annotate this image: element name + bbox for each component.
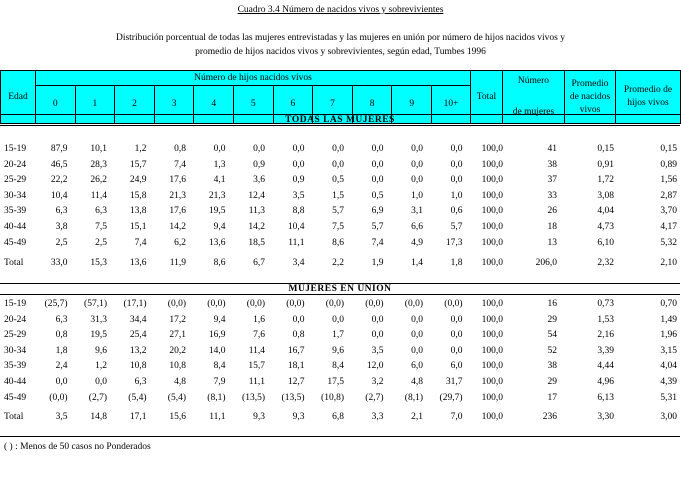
table-cell: 6,3 [95,206,107,217]
table-row [0,143,681,155]
table-cell: 1,8 [450,258,463,268]
table-cell: 100,0 [481,377,503,387]
table-cell: 31,3 [90,314,107,325]
table-cell: 7,5 [332,222,344,232]
table-cell: 46,5 [50,159,68,170]
header-edad: Edad [0,70,36,124]
table-cell: 0,70 [660,299,677,309]
table-cell: 34,4 [129,314,147,325]
table-cell: 0,0 [450,345,463,356]
table-cell: 206,0 [535,258,557,268]
table-cell: 0,0 [95,377,107,387]
table-cell: 4,04 [660,361,677,372]
table-cell: 100,0 [481,330,503,341]
table-row [0,376,681,388]
table-cell: 17 [547,392,557,403]
table-cell: 3,70 [660,206,677,217]
table-cell: 0,89 [660,159,677,170]
table-cell: 1,96 [660,330,677,341]
table-cell: 2,2 [332,258,344,268]
table-cell: (0,0) [404,299,423,309]
table-cell: 0,0 [371,144,384,154]
row-label: 25-29 [4,330,27,341]
table-cell: 16,7 [287,345,305,356]
table-cell: 0,0 [411,330,423,341]
table-cell: 0,15 [660,144,677,154]
table-cell: 11,9 [169,258,186,268]
table-cell: 1,9 [371,258,384,268]
table-cell: 1,4 [411,258,423,268]
table-cell: 0,91 [597,159,614,170]
row-label: 45-49 [4,392,27,403]
table-cell: 17,6 [169,175,186,186]
column-header: 4 [193,85,234,124]
table-cell: 100,0 [481,222,503,232]
table-cell: 100,0 [481,258,503,268]
table-cell: 8,4 [213,361,226,372]
table-cell: 1,2 [95,361,107,372]
table-cell: 5,7 [332,206,344,217]
table-row [0,190,681,202]
table-cell: 10,8 [169,361,186,372]
table-cell: 11,4 [90,190,107,201]
table-cell: 100,0 [481,159,503,170]
table-cell: (5,4) [128,392,147,403]
table-cell: 87,9 [50,144,68,154]
table-cell: 100,0 [481,314,503,325]
table-row [0,221,681,233]
table-cell: (57,1) [84,299,107,309]
table-cell: 100,0 [481,190,503,201]
table-cell: (13,5) [281,392,305,403]
row-label: Total [4,412,24,422]
table-cell: 27,1 [169,330,186,341]
table-cell: 0,0 [292,159,305,170]
table-cell: (0,0) [444,299,463,309]
table-row [0,298,681,310]
header-promedio-hijos: Promedio de hijos vivos [615,70,681,124]
table-cell: 3,6 [253,175,265,186]
bottom-rule [0,436,680,437]
table-cell: 4,1 [213,175,226,186]
table-cell: 0,0 [411,345,423,356]
table-cell: 0,0 [371,175,384,186]
table-cell: 0,0 [332,159,344,170]
table-cell: (0,0) [365,299,384,309]
table-cell: 13,2 [129,345,147,356]
table-cell: 100,0 [481,412,503,422]
table-cell: 54 [547,330,557,341]
table-cell: 3,5 [371,345,384,356]
table-cell: 13,6 [208,237,226,248]
table-title: Cuadro 3.4 Número de nacidos vivos y sobrevivientes [237,5,444,15]
table-cell: 0,0 [292,144,305,154]
table-subtitle: Distribución porcentual de todas las mujeres entrevistadas y las mujeres en unión por número de hijos nacidos vivos y promedio de hijos nacidos vivos y sobrevivientes, según edad, Tumbes 1996 [115,33,566,57]
table-cell: 4,17 [660,222,677,232]
table-cell: 15,8 [129,190,147,201]
table-cell: 14,8 [90,412,107,422]
row-label: 30-34 [4,345,27,356]
table-cell: 9,4 [213,314,226,325]
table-cell: (0,0) [286,299,305,309]
table-cell: 4,73 [597,222,614,232]
section-header: TODAS LAS MUJERES [0,114,680,126]
row-label: 40-44 [4,377,27,387]
table-cell: 0,0 [411,159,423,170]
table-cell: 6,0 [411,361,423,372]
table-cell: 29 [547,314,557,325]
table-cell: 6,7 [253,258,265,268]
column-header: 6 [273,85,314,124]
table-cell: 1,3 [213,159,226,170]
table-cell: 5,7 [450,222,463,232]
table-cell: 2,10 [660,258,677,268]
table-cell: 15,1 [129,222,147,232]
table-cell: 12,0 [366,361,384,372]
table-cell: (10,8) [321,392,344,403]
table-cell: 1,53 [597,314,614,325]
section-header: MUJERES EN UNION [0,283,680,295]
table-cell: 18 [547,222,557,232]
table-cell: 6,6 [411,222,423,232]
table-cell: (0,0) [325,299,344,309]
row-label: 20-24 [4,159,27,170]
table-cell: 7,4 [371,237,384,248]
table-cell: (17,1) [123,299,147,309]
table-cell: 9,6 [332,345,344,356]
table-cell: 0,0 [332,144,344,154]
table-cell: 1,0 [450,190,463,201]
table-cell: 12,7 [287,377,305,387]
table-cell: 38 [547,159,557,170]
table-cell: 0,5 [371,190,384,201]
header-total: Total [470,70,503,124]
table-cell: (0,0) [246,299,265,309]
table-cell: 100,0 [481,206,503,217]
table-cell: 7,6 [253,330,265,341]
table-cell: 15,7 [248,361,265,372]
table-cell: 2,32 [597,258,614,268]
table-cell: 7,4 [134,237,147,248]
table-cell: 6,8 [332,412,344,422]
table-cell: 7,0 [450,412,463,422]
table-cell: 6,0 [450,361,463,372]
table-cell: 100,0 [481,237,503,248]
table-cell: 2,5 [55,237,68,248]
table-cell: 1,0 [411,190,423,201]
table-cell: 9,4 [213,222,226,232]
table-cell: 12,4 [248,190,265,201]
table-cell: 4,8 [411,377,423,387]
table-cell: 19,5 [208,206,226,217]
table-cell: 0,0 [332,314,344,325]
row-label: 30-34 [4,190,27,201]
table-cell: 10,4 [287,222,305,232]
table-cell: 3,8 [55,222,68,232]
table-cell: 22,2 [50,175,68,186]
table-cell: 16,9 [208,330,226,341]
table-cell: 26,2 [90,175,107,186]
table-cell: 3,08 [597,190,614,201]
table-cell: 0,5 [332,175,344,186]
table-cell: 0,8 [292,330,305,341]
table-cell: 9,3 [253,412,265,422]
table-cell: (25,7) [44,299,68,309]
table-cell: 11,1 [248,377,265,387]
table-cell: 100,0 [481,392,503,403]
table-cell: 2,16 [597,330,614,341]
table-cell: (0,0) [167,299,186,309]
table-cell: (29,7) [439,392,463,403]
column-header: 2 [114,85,155,124]
table-cell: 14,0 [208,345,226,356]
table-cell: 0,0 [450,144,463,154]
header-numero-mujeres: Número de mujeres [502,70,565,124]
table-row [0,205,681,217]
table-cell: 41 [547,144,557,154]
table-cell: 2,4 [55,361,68,372]
table-cell: 3,4 [292,258,305,268]
table-cell: 6,3 [55,314,68,325]
table-cell: 236 [542,412,557,422]
table-cell: 13,6 [129,258,147,268]
table-cell: (8,1) [207,392,226,403]
table-cell: 28,3 [90,159,107,170]
table-cell: 9,6 [95,345,107,356]
total-row [0,257,681,269]
column-header: 0 [35,85,76,124]
column-header: 3 [154,85,195,124]
table-cell: 100,0 [481,144,503,154]
table-cell: 4,96 [597,377,614,387]
row-label: 45-49 [4,237,27,248]
table-cell: 19,5 [90,330,107,341]
row-label: Total [4,258,24,268]
table-cell: 1,72 [597,175,614,186]
table-cell: 0,9 [253,159,265,170]
table-cell: 0,0 [450,330,463,341]
table-cell: 25,4 [129,330,147,341]
table-cell: 0,9 [292,175,305,186]
table-cell: 4,04 [597,206,614,217]
table-cell: 10,4 [50,190,68,201]
table-cell: 7,9 [213,377,226,387]
table-cell: 15,3 [90,258,107,268]
table-cell: 3,00 [660,412,677,422]
header-promedio-nacidos: Promedio de nacidos vivos [564,70,616,124]
table-cell: 3,1 [411,206,423,217]
table-cell: 3,5 [292,190,305,201]
table-cell: 5,7 [371,222,384,232]
table-cell: 0,73 [597,299,614,309]
table-cell: 15,7 [129,159,147,170]
table-cell: (2,7) [365,392,384,403]
table-cell: 0,0 [450,159,463,170]
table-cell: 20,2 [169,345,186,356]
table-cell: 8,6 [332,237,344,248]
table-cell: 6,9 [371,206,384,217]
table-cell: 0,0 [411,314,423,325]
table-cell: 52 [547,345,557,356]
table-cell: 7,5 [95,222,107,232]
table-cell: 8,8 [292,206,305,217]
table-cell: 24,9 [129,175,147,186]
table-cell: 11,3 [248,206,265,217]
total-row [0,411,681,423]
table-cell: 1,7 [332,330,344,341]
table-row [0,360,681,372]
table-cell: 100,0 [481,299,503,309]
table-cell: 6,3 [134,377,147,387]
table-row [0,345,681,357]
row-label: 35-39 [4,206,27,217]
table-cell: 0,0 [411,175,423,186]
table-cell: 5,32 [660,237,677,248]
table-cell: 11,1 [209,412,226,422]
table-cell: 1,5 [332,190,344,201]
table-cell: 3,3 [371,412,384,422]
table-cell: 9,3 [292,412,305,422]
table-cell: 17,5 [327,377,344,387]
table-cell: 11,4 [248,345,265,356]
table-cell: 0,0 [213,144,226,154]
table-cell: 1,49 [660,314,677,325]
table-cell: 37 [547,175,557,186]
column-header: 9 [391,85,432,124]
table-cell: 3,39 [597,345,614,356]
table-cell: 100,0 [481,175,503,186]
table-cell: 0,15 [597,144,614,154]
table-cell: 31,7 [445,377,463,387]
table-cell: 13,8 [129,206,147,217]
table-cell: 6,13 [597,392,614,403]
table-cell: 17,3 [445,237,463,248]
table-cell: 17,2 [169,314,186,325]
table-cell: 17,1 [129,412,147,422]
table-cell: 38 [547,361,557,372]
table-cell: 16 [547,299,557,309]
table-cell: 10,8 [129,361,147,372]
table-cell: 2,87 [660,190,677,201]
table-cell: 0,8 [55,330,68,341]
table-cell: 5,31 [660,392,677,403]
table-cell: 3,15 [660,345,677,356]
table-cell: 2,1 [411,412,423,422]
row-label: 25-29 [4,175,27,186]
table-cell: 1,6 [253,314,265,325]
table-cell: 7,4 [174,159,186,170]
table-cell: 1,2 [134,144,147,154]
table-cell: 6,10 [597,237,614,248]
table-cell: 21,3 [208,190,226,201]
table-cell: 0,0 [450,175,463,186]
table-cell: 14,2 [169,222,186,232]
table-cell: (0,0) [49,392,68,403]
table-row [0,392,681,404]
table-cell: (13,5) [242,392,265,403]
column-header: 1 [75,85,116,124]
table-cell: 14,2 [248,222,265,232]
table-cell: 0,0 [253,144,265,154]
table-cell: 0,6 [450,206,463,217]
table-cell: 0,0 [371,159,384,170]
table-cell: (8,1) [404,392,423,403]
table-cell: 26 [547,206,557,217]
row-label: 15-19 [4,299,27,309]
table-cell: 8,4 [332,361,344,372]
table-cell: 100,0 [481,361,503,372]
row-label: 15-19 [4,144,27,154]
table-cell: 29 [547,377,557,387]
table-cell: 1,8 [55,345,68,356]
table-cell: 0,0 [371,330,384,341]
table-cell: 0,0 [371,314,384,325]
table-cell: 4,44 [597,361,614,372]
table-row [0,329,681,341]
table-cell: 3,2 [371,377,384,387]
table-cell: 100,0 [481,345,503,356]
table-cell: 17,6 [169,206,186,217]
table-cell: 0,0 [292,314,305,325]
table-cell: 13 [547,237,557,248]
table-cell: 0,8 [174,144,186,154]
table-cell: 4,9 [411,237,423,248]
column-header: 8 [352,85,393,124]
table-cell: 6,3 [55,206,68,217]
table-cell: 0,0 [55,377,68,387]
column-header: 5 [233,85,274,124]
table-cell: 33 [547,190,557,201]
table-cell: 0,0 [450,314,463,325]
table-cell: 10,1 [90,144,107,154]
table-row [0,159,681,171]
table-row [0,314,681,326]
row-label: 35-39 [4,361,27,372]
table-cell: 2,5 [95,237,107,248]
table-cell: 18,5 [248,237,265,248]
table-cell: 11,1 [288,237,305,248]
table-cell: 21,3 [169,190,186,201]
column-header: 10+ [431,85,471,124]
table-cell: (5,4) [167,392,186,403]
table-cell: 18,1 [287,361,305,372]
header-group: Número de hijos nacidos vivos [35,70,471,86]
table-cell: 1,56 [660,175,677,186]
footnote: ( ) : Menos de 50 casos no Ponderados [4,442,151,452]
table-row [0,174,681,186]
table-cell: 3,5 [55,412,68,422]
row-label: 40-44 [4,222,27,232]
table-cell: 6,2 [174,237,186,248]
table-cell: 33,0 [50,258,68,268]
table-cell: 8,6 [213,258,226,268]
table-cell: 4,8 [174,377,186,387]
row-label: 20-24 [4,314,27,325]
table-cell: (2,7) [88,392,107,403]
column-header: 7 [312,85,353,124]
table-cell: 4,39 [660,377,677,387]
table-cell: 3,30 [597,412,614,422]
table-cell: (0,0) [207,299,226,309]
table-cell: 15,6 [169,412,186,422]
table-row [0,237,681,249]
table-cell: 0,0 [411,144,423,154]
